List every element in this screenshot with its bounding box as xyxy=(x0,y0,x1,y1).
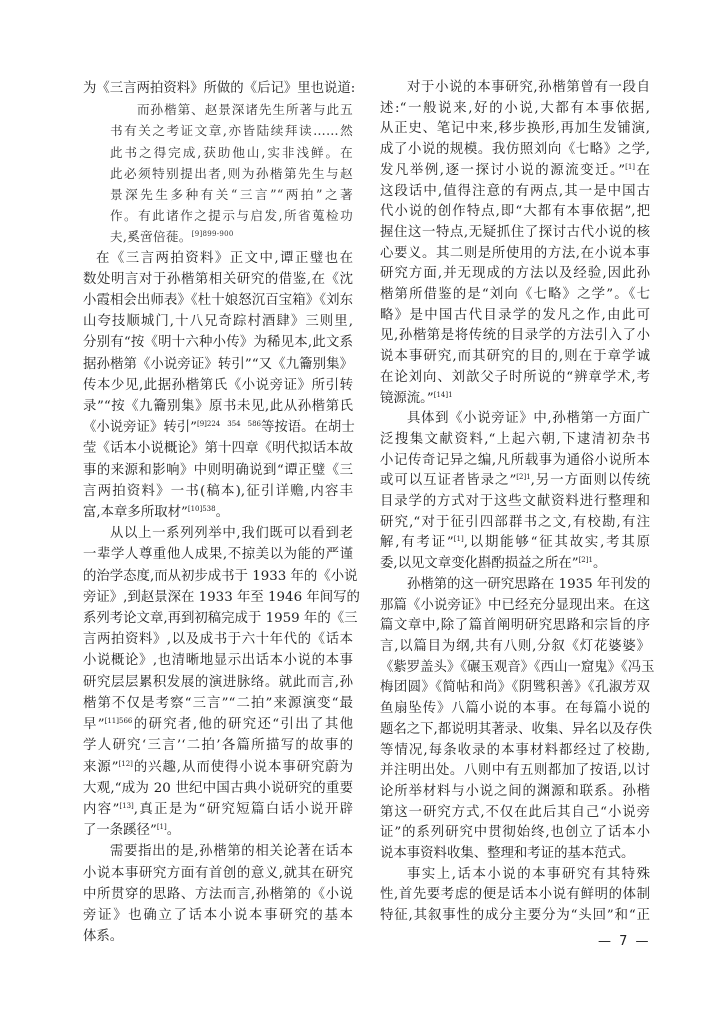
text-line xyxy=(83,311,353,332)
text-segment: 研究方面,并无现成的方法以及经验,因此孙 xyxy=(380,266,650,282)
left-column xyxy=(83,78,360,947)
text-line xyxy=(83,78,356,99)
text-segment: 这段话中,值得注意的有两点,其一是中国古 xyxy=(380,183,650,199)
text-line xyxy=(380,575,650,596)
text-line xyxy=(83,396,353,417)
text-segment: ,真正是为“研究短篇白话小说开辟 xyxy=(133,801,353,817)
text-segment: 莹《话本小说概论》第十四章《明代拟话本故 xyxy=(83,441,353,457)
text-segment: 楷第所借鉴的是“刘向《七略》之学”。《七 xyxy=(380,287,650,303)
block-quote-line xyxy=(83,142,353,163)
text-segment: 发凡举例,逐一探讨小说的源流变迁。” xyxy=(380,162,626,178)
text-segment: 一辈学人尊重他人成果,不掠美以为能的严谨 xyxy=(83,547,353,563)
text-segment: 等情况,每条收录的本事材料都经过了校勘, xyxy=(380,742,650,758)
text-line xyxy=(380,720,653,741)
text-segment: 目录学的方式对于这些文献资料进行整理和 xyxy=(380,494,650,510)
text-segment: 事实上,话本小说的本事研究有其特殊 xyxy=(407,866,650,882)
text-line xyxy=(83,757,353,778)
text-line xyxy=(83,650,353,671)
text-segment: 作。有此诸作之提示与启发,所省蒐检功 xyxy=(110,208,353,224)
text-segment: 见,孙楷第是将传统的目录学的方法引入了小 xyxy=(380,328,650,344)
text-segment: 大观,“成为 20 世纪中国古典小说研究的重要 xyxy=(83,780,353,796)
text-segment: 在论刘向、刘歆父子时所说的“辨章学术,考 xyxy=(380,369,650,385)
text-segment: 为《三言两拍资料》所做的《后记》里也说道: xyxy=(83,81,356,96)
citation-superscript: [1] xyxy=(625,162,636,171)
text-line xyxy=(83,714,353,735)
text-segment: 分别有“按《明十六种小传》为稀见本,此文系 xyxy=(83,335,353,351)
text-segment: 对于小说的本事研究,孙楷第曾有一段自 xyxy=(407,80,650,95)
text-line xyxy=(83,672,353,693)
text-line xyxy=(380,782,650,803)
text-segment: 握住这一特点,无疑抓住了探讨古代小说的核 xyxy=(380,224,650,240)
text-line xyxy=(83,566,358,587)
text-line xyxy=(380,678,650,699)
text-line xyxy=(380,161,650,182)
text-segment: 此必须特别提出者,则为孙楷第先生与赵 xyxy=(110,165,353,181)
text-line xyxy=(380,699,650,720)
text-segment: 事的来源和影响》中则明确说到“谭正璧《三 xyxy=(83,462,353,478)
text-segment: 从以上一系列列举中,我们既可以看到老 xyxy=(110,526,353,542)
text-segment: 数处明言对于孙楷第相关研究的借鉴,在《沈 xyxy=(83,271,353,287)
text-line xyxy=(380,761,650,782)
text-segment: 心要义。其二则是所使用的方法,在小说本事 xyxy=(380,245,650,261)
citation-superscript: [13] xyxy=(119,801,134,810)
text-segment: 录”“按《九籥别集》原书未见,此从孙楷第氏 xyxy=(83,399,353,415)
text-segment: 言,以篇目为纲,共有八则,分叙《灯花婆婆》 xyxy=(380,638,650,654)
text-segment: 此书之得完成,获助他山,实非浅鲜。在 xyxy=(110,144,353,160)
right-column xyxy=(380,78,655,927)
text-line xyxy=(83,544,353,565)
text-line xyxy=(380,471,650,492)
text-line xyxy=(380,99,650,120)
text-segment: 。 xyxy=(166,823,181,839)
text-segment: 的兴趣,从而使得小说本事研究蔚为 xyxy=(132,759,353,775)
text-segment: 言两拍资料》,以及成书于六十年代的《话本 xyxy=(83,632,353,648)
citation-superscript: [10]538 xyxy=(187,505,216,514)
text-line xyxy=(83,629,353,650)
text-line xyxy=(83,905,353,926)
text-line xyxy=(380,533,650,554)
text-segment: 小霞相会出师表》《杜十娘怒沉百宝箱》《刘东 xyxy=(83,293,353,309)
text-segment: 或可以互证者皆录之” xyxy=(380,473,517,489)
text-segment: 研究层层累积发展的演进脉络。就此而言,孙 xyxy=(83,674,353,690)
text-line xyxy=(83,502,353,523)
text-line xyxy=(83,693,353,714)
text-line xyxy=(83,481,353,502)
text-line xyxy=(380,492,650,513)
text-segment: 委,以见文章变化斟酌损益之所在” xyxy=(380,556,579,572)
text-segment: 学人研究‘三言’‘二拍’各篇所描写的故事的 xyxy=(83,738,353,754)
text-line xyxy=(380,616,650,637)
text-segment: 夫,奚啻倍蓰。 xyxy=(110,229,192,245)
citation-superscript: [11]566 xyxy=(104,717,133,726)
text-segment: 题名之下,都说明其著录、收集、异名以及存佚 xyxy=(380,721,653,737)
text-segment: 旁证》,到赵景深在 1933 年至 1946 年间写的 xyxy=(83,589,360,605)
text-segment: 了一条蹊径” xyxy=(83,823,157,839)
citation-superscript: [1] xyxy=(453,535,464,544)
text-segment: 从正史、笔记中来,移步换形,再加生发铺演, xyxy=(380,121,650,137)
citation-superscript: [2]1 xyxy=(516,473,531,482)
text-line xyxy=(380,78,650,99)
text-segment: 略》是中国古代目录学的发凡之作,由此可 xyxy=(380,307,650,323)
text-line xyxy=(380,637,650,658)
text-segment: 性,首先要考虑的便是话本小说有鲜明的体制 xyxy=(380,887,650,903)
text-segment: 中所贯穿的思路、方法而言,孙楷第的《小说 xyxy=(83,886,353,902)
text-segment: 来源” xyxy=(83,759,119,775)
text-segment: 景深先生多种有关“三言”“两拍”之著 xyxy=(110,187,353,203)
text-segment: 成了小说的规模。我仿照刘向《七略》之学, xyxy=(380,142,650,158)
text-segment: 体系。 xyxy=(83,929,124,945)
text-segment: 而孙楷第、赵景深诸先生所著与此五 xyxy=(137,102,353,118)
text-line xyxy=(380,658,655,679)
text-line xyxy=(380,906,650,927)
text-line xyxy=(380,865,650,886)
text-segment: 解,有考证” xyxy=(380,535,454,551)
text-line xyxy=(380,885,650,906)
text-line xyxy=(83,926,353,947)
text-line xyxy=(83,269,353,290)
text-segment: 孙楷第的这一研究思路在 1935 年刊发的 xyxy=(407,576,651,592)
text-line xyxy=(83,884,353,905)
text-segment: 楷第不仅是考察“三言”“二拍”来源演变“最 xyxy=(83,695,353,711)
text-segment: 早” xyxy=(83,717,105,733)
text-line xyxy=(83,735,353,756)
text-line xyxy=(83,523,353,544)
text-segment: 言两拍资料》一书(稿本),征引详赡,内容丰 xyxy=(83,483,353,499)
text-line xyxy=(380,596,650,617)
text-line xyxy=(380,823,650,844)
text-line xyxy=(380,409,650,430)
text-line xyxy=(380,347,650,368)
text-line xyxy=(380,803,650,824)
text-line xyxy=(380,244,650,265)
text-segment: 论所举材料与小说之间的渊源和联系。孙楷 xyxy=(380,783,650,799)
text-line xyxy=(83,460,353,481)
text-line xyxy=(380,368,650,389)
text-segment: 山夸技顺城门,十八兄奇踪村酒肆》三则里, xyxy=(83,314,353,330)
text-line xyxy=(83,820,353,841)
text-line xyxy=(83,778,353,799)
text-line xyxy=(83,863,353,884)
text-line xyxy=(83,608,358,629)
text-segment: 镜源流。” xyxy=(380,390,434,406)
text-segment: 在 xyxy=(635,162,650,178)
text-line xyxy=(380,554,650,575)
text-line xyxy=(83,587,360,608)
text-segment: 研究,“对于征引四部群书之文,有校勘,有注 xyxy=(380,514,650,530)
page-number: — 7 — xyxy=(598,934,651,949)
text-line xyxy=(83,417,353,438)
block-quote-line xyxy=(83,184,353,205)
text-line xyxy=(83,332,353,353)
text-segment: 。 xyxy=(215,505,229,521)
text-line xyxy=(380,285,650,306)
block-quote-line xyxy=(83,205,353,226)
text-segment: 需要指出的是,孙楷第的相关论著在话本 xyxy=(110,844,353,860)
text-segment: 泛搜集文献资料,“上起六朝,下逮清初杂书 xyxy=(380,431,650,447)
text-line xyxy=(380,741,650,762)
text-segment: 鱼扇坠传》八篇小说的本事。在每篇小说的 xyxy=(380,701,650,717)
text-segment: 的研究者,他的研究还“引出了其他 xyxy=(132,717,353,733)
citation-superscript: [2]1 xyxy=(578,556,593,565)
text-line xyxy=(83,438,353,459)
text-line xyxy=(83,248,353,269)
text-line xyxy=(380,223,650,244)
text-line xyxy=(380,430,650,451)
text-line xyxy=(380,140,650,161)
citation-superscript: [9]899-900 xyxy=(191,230,234,239)
text-line xyxy=(380,306,650,327)
text-segment: 富,本章多所取材” xyxy=(83,505,188,521)
text-segment: 小说概论》,也清晰地显示出话本小说的本事 xyxy=(83,653,353,669)
text-segment: 篇文章中,除了篇首阐明研究思路和宗旨的序 xyxy=(380,618,650,634)
text-segment: 旁证》也确立了话本小说本事研究的基本 xyxy=(83,907,353,923)
text-line xyxy=(83,375,353,396)
text-segment: 证”的系列研究中贯彻始终,也创立了话本小 xyxy=(380,825,650,841)
text-segment: 第这一研究方式,不仅在此后其自己“小说旁 xyxy=(380,804,650,820)
text-line xyxy=(380,264,650,285)
text-line xyxy=(83,799,353,820)
text-segment: ,另一方面则以传统 xyxy=(530,473,650,489)
citation-superscript: [9]224 354 586 xyxy=(196,420,261,429)
text-line xyxy=(380,119,650,140)
citation-superscript: [1] xyxy=(156,823,167,832)
text-line xyxy=(380,513,650,534)
text-line xyxy=(380,202,650,223)
block-quote-line xyxy=(83,226,353,247)
text-segment: 的治学态度,而从初步成书于 1933 年的《小说 xyxy=(83,568,358,584)
text-segment: 《小说旁证》转引” xyxy=(83,420,197,436)
text-line xyxy=(380,389,650,410)
text-segment: 那篇《小说旁证》中已经充分显现出来。在这 xyxy=(380,597,650,613)
text-segment: 书有关之考证文章,亦皆陆续拜读……然 xyxy=(110,123,353,139)
text-segment: 传本少见,此据孙楷第氏《小说旁证》所引转 xyxy=(83,377,353,393)
text-segment: 具体到《小说旁证》中,孙楷第一方面广 xyxy=(407,411,650,427)
text-segment: 特征,其叙事性的成分主要分为“头回”和“正 xyxy=(380,908,650,924)
text-line xyxy=(380,182,650,203)
text-segment: 并注明出处。八则中有五则都加了按语,以讨 xyxy=(380,763,650,779)
text-line xyxy=(83,841,353,862)
text-segment: 小记传奇记异之编,凡所载事为通俗小说所本 xyxy=(380,452,650,468)
text-segment: 代小说的创作特点,即“大都有本事依据”,把 xyxy=(380,204,650,220)
text-segment: 据孙楷第《小说旁证》转引”“又《九籥别集》 xyxy=(83,356,353,372)
text-segment: 述:“一般说来,好的小说,大都有本事依据, xyxy=(380,100,650,116)
text-segment: 说本事研究,而其研究的目的,则在于章学诚 xyxy=(380,349,650,365)
block-quote-line xyxy=(83,163,353,184)
text-line xyxy=(380,451,650,472)
text-segment: 等按语。在胡士 xyxy=(260,420,355,436)
text-segment: 《紫罗盖头》《碾玉观音》《西山一窟鬼》《冯玉 xyxy=(380,659,655,675)
text-segment: 小说本事研究方面有首创的意义,就其在研究 xyxy=(83,865,353,881)
citation-superscript: [12] xyxy=(118,759,133,768)
text-line xyxy=(83,354,353,375)
block-quote-line xyxy=(83,120,353,141)
text-segment: 系列考论文章,再到初稿完成于 1959 年的《三 xyxy=(83,611,358,627)
text-segment: 梅团圆》《简帖和尚》《阴骘积善》《孔淑芳双 xyxy=(380,680,650,696)
text-segment: 内容” xyxy=(83,801,120,817)
text-line xyxy=(380,844,650,865)
text-segment: ,以期能够“征其故实,考其原 xyxy=(463,535,650,551)
text-segment: 在《三言两拍资料》正文中,谭正璧也在 xyxy=(96,250,353,266)
text-line xyxy=(83,290,353,311)
text-segment: 说本事资料收集、整理和考证的基本范式。 xyxy=(380,846,635,862)
text-line xyxy=(380,326,650,347)
citation-superscript: [14]1 xyxy=(433,390,453,399)
text-segment: 。 xyxy=(592,556,607,572)
block-quote-line xyxy=(83,99,353,120)
